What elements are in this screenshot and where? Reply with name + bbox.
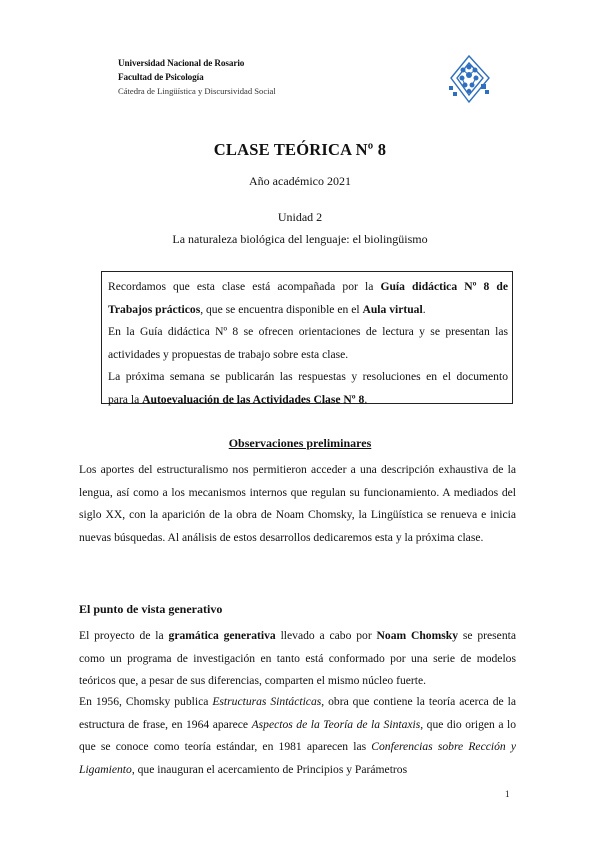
chomsky-name: Noam Chomsky [376, 629, 459, 642]
preliminary-text: Los aportes del estructuralismo nos permitieron acceder a una descripción exhaustiva de la lengua, así como a los mecanismos internos que regulan su funcionamiento. A mediados del siglo XX, con la aparición de la obra de Noam Chomsky, la Lingüística se renueva e inicia nuevas búsquedas. Al análisis de estos desarrollos dedicaremos esta y la próxima clase. [79, 463, 516, 544]
academic-year: Año académico 2021 [249, 174, 351, 188]
section-heading-generative: El punto de vista generativo [79, 602, 223, 616]
university-crest-icon [441, 48, 497, 108]
book-conferencias: Conferencias sobre Rección y Ligamiento [79, 740, 516, 776]
book-estructuras: Estructuras Sintácticas [212, 695, 322, 708]
notice-paragraph-3: La próxima semana se publicarán las respuestas y resoluciones en el documento [108, 370, 508, 384]
section-heading-preliminary: Observaciones preliminares [228, 436, 372, 450]
notice-paragraph-2: En la Guía didáctica Nº 8 se ofrecen orientaciones de lectura y se presentan las actividades y propuestas de trabajo sobre esta clase. [108, 325, 508, 361]
guide-title: Guía didáctica Nº 8 de [380, 280, 508, 293]
book-aspectos: Aspectos de la Teoría de la Sintaxis [251, 717, 421, 731]
generative-paragraph-1: El proyecto de la gramática generativa llevado a cabo por Noam Chomsky se presenta como un programa de investigación en tanto está conformado por una serie de modelos teóricos que, a pesar de sus diferencias, comparten el mismo núcleo fuerte. [79, 629, 516, 688]
notice-paragraph-3-end: para la Autoevaluación de las Actividades Clase Nº 8. [108, 392, 368, 406]
university-name: Universidad Nacional de Rosario [118, 58, 245, 68]
page-title: CLASE TEÓRICA Nº 8 [213, 140, 387, 159]
notice-line-1: Recordamos que esta clase está acompañada por la Guía didáctica Nº 8 de [108, 280, 508, 293]
faculty-name: Facultad de Psicología [118, 72, 204, 82]
institution-header [118, 56, 276, 98]
notice-paragraph-1-end: Trabajos prácticos, que se encuentra disponible en el Aula virtual. [108, 302, 426, 316]
notice-box [101, 271, 513, 404]
unit-title: La naturaleza biológica del lenguaje: el biolingüismo [172, 232, 428, 246]
generative-grammar-term: gramática generativa [168, 629, 276, 642]
self-assessment-title: Autoevaluación de las Actividades Clase Nº 8 [142, 392, 365, 406]
guide-title-cont: Trabajos prácticos [108, 302, 201, 316]
unit-label: Unidad 2 [277, 210, 323, 224]
preliminary-paragraph [79, 459, 516, 549]
page-number: 1 [505, 789, 510, 799]
chair-name: Cátedra de Lingüística y Discursividad Social [118, 86, 276, 96]
virtual-classroom-link: Aula virtual [362, 302, 423, 316]
generative-paragraph-2: En 1956, Chomsky publica Estructuras Sintácticas, obra que contiene la teoría acerca de la estructura de frase, en 1964 aparece Aspectos de la Teoría de la Sintaxis, que dio origen a lo que se conoce como teoría estándar, en 1981 aparecen las Conferencias sobre Rección y Ligamiento, que inauguran el acercamiento de Principios y Parámetros [79, 695, 516, 776]
